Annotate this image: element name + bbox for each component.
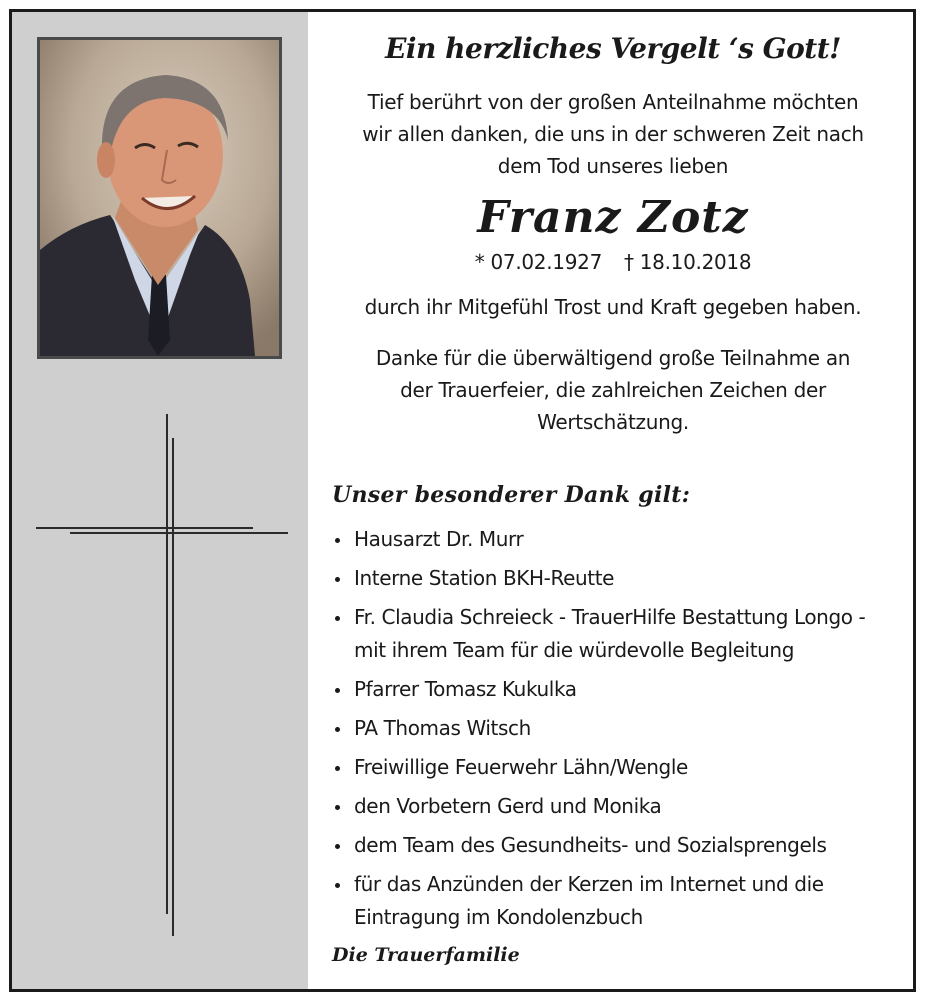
list-item [332, 562, 894, 595]
life-dates [332, 250, 894, 274]
paragraph-line: Wertschätzung. [537, 410, 689, 434]
list-item [332, 790, 894, 823]
intro-line: wir allen danken, die uns in der schweren Zeit nach [362, 122, 864, 146]
list-item [332, 868, 894, 934]
intro-line: Tief berührt von der großen Anteilnahme möchten [367, 90, 859, 114]
page-title: Ein herzliches Vergelt ‘s Gott! [385, 32, 841, 65]
text-column [332, 12, 894, 989]
birth-date: * 07.02.1927 [474, 250, 602, 274]
list-item [332, 673, 894, 706]
intro-text [332, 86, 894, 182]
cross-icon [166, 414, 168, 914]
list-item [332, 712, 894, 745]
paragraph-line: der Trauerfeier, die zahlreichen Zeichen der [400, 378, 826, 402]
list-item-text: Freiwillige Feuerwehr Lähn/Wengle [354, 755, 688, 779]
list-item-text: Eintragung im Kondolenzbuch [354, 905, 643, 929]
list-item-text: den Vorbetern Gerd und Monika [354, 794, 662, 818]
list-item-text: Pfarrer Tomasz Kukulka [354, 677, 577, 701]
signature: Die Trauerfamilie [332, 944, 520, 966]
list-item [332, 523, 894, 556]
deceased-name: Franz Zotz [477, 192, 749, 243]
list-item [332, 829, 894, 862]
list-item-text: PA Thomas Witsch [354, 716, 531, 740]
list-item-text: Hausarzt Dr. Murr [354, 527, 524, 551]
list-item-text: für das Anzünden der Kerzen im Internet und die [354, 872, 824, 896]
portrait-photo [37, 37, 282, 359]
intro-line: dem Tod unseres lieben [497, 154, 729, 178]
death-date: † 18.10.2018 [624, 250, 752, 274]
gratitude-text: durch ihr Mitgefühl Trost und Kraft gegeben haben. [364, 295, 862, 319]
list-item [332, 751, 894, 784]
list-item-text: mit ihrem Team für die würdevolle Begleitung [354, 638, 795, 662]
list-item-text: dem Team des Gesundheits- und Sozialsprengels [354, 833, 827, 857]
cross-icon-bar [36, 527, 253, 529]
paragraph-line: Danke für die überwältigend große Teilnahme an [375, 346, 851, 370]
cross-icon-line [172, 438, 174, 936]
thanks-list [332, 523, 894, 940]
sidebar-panel [12, 12, 308, 989]
thanks-paragraph [332, 342, 894, 438]
thanks-heading: Unser besonderer Dank gilt: [332, 482, 691, 508]
list-item-text: Fr. Claudia Schreieck - TrauerHilfe Bestattung Longo - [354, 605, 866, 629]
list-item [332, 601, 894, 667]
obituary-card [9, 9, 916, 992]
list-item-text: Interne Station BKH-Reutte [354, 566, 615, 590]
cross-icon-bar [70, 532, 288, 534]
